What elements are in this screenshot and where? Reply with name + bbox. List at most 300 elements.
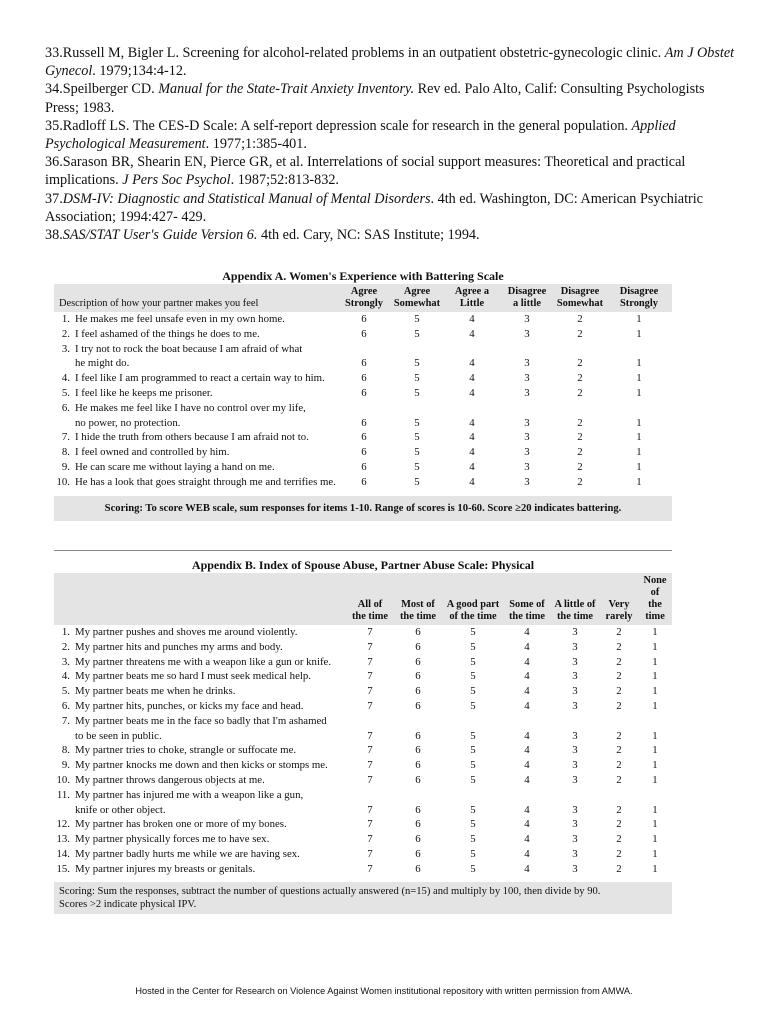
item-text xyxy=(54,430,338,445)
score-cell: 1 xyxy=(652,833,658,846)
score-cell: 5 xyxy=(414,416,420,429)
score-cell: 6 xyxy=(361,460,367,473)
column-header xyxy=(394,573,442,625)
column-header-line: Disagree xyxy=(560,286,600,297)
item-number: 1. xyxy=(61,626,70,638)
score-cell: 3 xyxy=(572,729,578,742)
score-cell: 1 xyxy=(652,655,658,668)
column-header-line: Agree a xyxy=(454,286,490,297)
item-first-line xyxy=(54,699,346,714)
score-cell: 3 xyxy=(572,847,578,860)
score-cell: 4 xyxy=(469,475,475,488)
reference-item xyxy=(45,117,735,153)
item-text xyxy=(54,640,346,655)
item-text xyxy=(54,386,338,401)
item-line: My partner has broken one or more of my bones. xyxy=(75,818,287,831)
column-header xyxy=(444,284,500,312)
reference-text: . 1987;52:813-832. xyxy=(230,172,339,189)
item-first-line xyxy=(54,386,338,401)
table-row xyxy=(54,788,672,818)
column-header-line: Agree xyxy=(350,286,378,297)
score-cell: 6 xyxy=(415,847,421,860)
score-cell: 6 xyxy=(415,640,421,653)
table-row xyxy=(54,714,672,744)
score-cell: 3 xyxy=(572,744,578,757)
column-header xyxy=(504,573,550,625)
item-line: He has a look that goes straight through me and terrifies me. xyxy=(75,475,336,488)
score-cell: 1 xyxy=(636,460,642,473)
score-cell: 7 xyxy=(367,626,373,638)
reference-item xyxy=(45,44,735,80)
score-cell: 6 xyxy=(361,446,367,459)
score-cell: 6 xyxy=(361,416,367,429)
score-cell: 6 xyxy=(415,862,421,875)
column-header-line: a little xyxy=(513,298,541,309)
item-text xyxy=(54,684,346,699)
score-cell: 1 xyxy=(636,327,642,340)
score-cell: 4 xyxy=(524,833,530,846)
item-number: 4. xyxy=(61,372,70,385)
item-line: My partner injures my breasts or genitals. xyxy=(75,862,256,875)
score-cell: 7 xyxy=(367,773,373,786)
column-header-description xyxy=(54,573,346,625)
table-row xyxy=(54,669,672,684)
score-cell: 5 xyxy=(470,803,476,816)
item-text xyxy=(54,832,346,847)
score-cell: 6 xyxy=(415,670,421,683)
score-cell: 2 xyxy=(616,862,622,875)
score-cell: 4 xyxy=(524,626,530,638)
score-cell: 2 xyxy=(577,446,583,459)
item-line: My partner has injured me with a weapon like a gun, xyxy=(75,788,304,801)
score-cell: 2 xyxy=(616,773,622,786)
score-cell: 7 xyxy=(367,655,373,668)
column-header-line: Somewhat xyxy=(393,298,441,309)
item-line: He makes me feel like I have no control over my life, xyxy=(75,401,306,414)
item-line: My partner badly hurts me while we are having sex. xyxy=(75,847,300,860)
item-line: My partner hits, punches, or kicks my face and head. xyxy=(75,699,304,712)
item-first-line xyxy=(54,312,338,327)
item-first-line xyxy=(54,832,346,847)
item-number: 11. xyxy=(56,788,70,801)
score-cell: 4 xyxy=(469,460,475,473)
item-line: My partner pushes and shoves me around violently. xyxy=(75,626,298,638)
table-row xyxy=(54,773,672,788)
column-header-line: of the time xyxy=(449,611,497,622)
score-cell: 5 xyxy=(414,431,420,444)
score-cell: 1 xyxy=(652,670,658,683)
score-cell: 2 xyxy=(577,431,583,444)
appendix-a-scoring: Scoring: To score WEB scale, sum responses for items 1-10. Range of scores is 10-60. Score ≥20 indicates battering. xyxy=(54,496,672,521)
score-cell: 4 xyxy=(524,640,530,653)
score-cell: 5 xyxy=(470,833,476,846)
column-header-line: Little xyxy=(459,298,485,309)
repository-footer: Hosted in the Center for Research on Violence Against Women institutional repository with written permission from AMWA. xyxy=(135,986,633,996)
score-cell: 7 xyxy=(367,862,373,875)
column-header-line: Most of xyxy=(401,599,435,610)
reference-item xyxy=(45,153,735,189)
score-cell: 6 xyxy=(415,699,421,712)
score-cell: 5 xyxy=(470,626,476,638)
score-cell: 1 xyxy=(636,372,642,385)
score-cell: 2 xyxy=(577,460,583,473)
item-line: My partner threatens me with a weapon like a gun or knife. xyxy=(75,655,332,668)
score-cell: 1 xyxy=(636,416,642,429)
reference-item xyxy=(45,226,735,244)
item-number: 10. xyxy=(56,773,70,786)
score-cell: 7 xyxy=(367,729,373,742)
item-number: 8. xyxy=(61,446,70,459)
score-cell: 2 xyxy=(616,803,622,816)
score-cell: 6 xyxy=(415,773,421,786)
item-number: 3. xyxy=(61,655,70,668)
score-cell: 5 xyxy=(414,446,420,459)
column-header xyxy=(554,284,606,312)
item-first-line xyxy=(54,669,346,684)
column-header-line: A little of xyxy=(554,599,596,610)
column-header-line: All of xyxy=(357,599,383,610)
table-row xyxy=(54,401,672,431)
item-text xyxy=(54,655,346,670)
reference-italic: SAS/STAT User's Guide Version 6. xyxy=(62,227,258,244)
score-cell: 4 xyxy=(524,685,530,698)
reference-italic: Am J Obstet Gynecol xyxy=(45,45,735,80)
score-cell: 2 xyxy=(577,372,583,385)
score-cell: 6 xyxy=(361,475,367,488)
column-header-line: the time xyxy=(556,611,594,622)
column-header-line: the time xyxy=(351,611,389,622)
score-cell: 6 xyxy=(415,818,421,831)
score-cell: 2 xyxy=(577,327,583,340)
score-cell: 2 xyxy=(616,626,622,638)
score-cell: 4 xyxy=(524,818,530,831)
item-line: I feel owned and controlled by him. xyxy=(75,446,230,459)
score-cell: 6 xyxy=(361,313,367,325)
item-number: 14. xyxy=(56,847,70,860)
score-cell: 1 xyxy=(652,803,658,816)
score-cell: 3 xyxy=(524,475,530,488)
score-cell: 1 xyxy=(636,386,642,399)
item-number: 9. xyxy=(61,759,70,772)
score-cell: 2 xyxy=(616,655,622,668)
score-cell: 6 xyxy=(415,759,421,772)
score-cell: 5 xyxy=(470,818,476,831)
column-header-line: None of xyxy=(643,575,667,598)
item-line: I feel ashamed of the things he does to me. xyxy=(75,327,260,340)
item-first-line xyxy=(54,817,346,832)
score-cell: 6 xyxy=(361,357,367,370)
table-row xyxy=(54,655,672,670)
score-cell: 4 xyxy=(469,431,475,444)
item-text xyxy=(54,862,346,877)
appendix-b-scoring xyxy=(54,882,672,914)
column-header xyxy=(346,573,394,625)
item-number: 10. xyxy=(56,475,70,488)
score-cell: 6 xyxy=(415,803,421,816)
item-text xyxy=(54,743,346,758)
item-first-line xyxy=(54,430,338,445)
appendix-a-table xyxy=(54,284,672,490)
table-row xyxy=(54,327,672,342)
item-text xyxy=(54,758,346,773)
reference-text: 4th ed. Cary, NC: SAS Institute; 1994. xyxy=(257,227,480,244)
score-cell: 3 xyxy=(524,460,530,473)
item-first-line xyxy=(54,773,346,788)
item-line: I feel like I am programmed to react a certain way to him. xyxy=(75,372,325,385)
score-cell: 5 xyxy=(470,699,476,712)
reference-text: 37. xyxy=(45,190,63,207)
score-cell: 1 xyxy=(652,685,658,698)
item-text xyxy=(54,371,338,386)
column-header xyxy=(606,284,672,312)
score-cell: 3 xyxy=(572,685,578,698)
item-number: 13. xyxy=(56,833,70,846)
column-header-line: Somewhat xyxy=(556,298,604,309)
column-header xyxy=(638,573,672,625)
score-cell: 2 xyxy=(577,416,583,429)
item-text xyxy=(54,773,346,788)
column-header-description: Description of how your partner makes you feel xyxy=(54,284,338,312)
score-cell: 7 xyxy=(367,833,373,846)
score-cell: 6 xyxy=(415,685,421,698)
column-header-line: Disagree xyxy=(619,286,659,297)
score-cell: 7 xyxy=(367,670,373,683)
column-header-line: rarely xyxy=(605,611,633,622)
score-cell: 5 xyxy=(470,655,476,668)
score-cell: 6 xyxy=(415,655,421,668)
item-first-line xyxy=(54,847,346,862)
item-number: 3. xyxy=(61,342,70,355)
score-cell: 2 xyxy=(616,759,622,772)
score-cell: 3 xyxy=(572,640,578,653)
column-header-line: Some of xyxy=(509,599,545,610)
item-text xyxy=(54,788,346,818)
item-first-line xyxy=(54,327,338,342)
score-cell: 6 xyxy=(361,372,367,385)
item-number: 2. xyxy=(61,327,70,340)
score-cell: 7 xyxy=(367,803,373,816)
item-first-line xyxy=(54,460,338,475)
item-text xyxy=(54,699,346,714)
score-cell: 3 xyxy=(572,759,578,772)
reference-text: . 1977;1:385-401. xyxy=(205,136,307,153)
score-cell: 1 xyxy=(652,862,658,875)
item-number: 6. xyxy=(61,401,70,414)
score-cell: 4 xyxy=(524,862,530,875)
item-line: knife or other object. xyxy=(75,803,166,816)
score-cell: 5 xyxy=(414,460,420,473)
score-cell: 1 xyxy=(652,818,658,831)
item-number: 15. xyxy=(56,862,70,875)
item-line: My partner beats me in the face so badly that I'm ashamed xyxy=(75,714,327,727)
score-cell: 5 xyxy=(470,640,476,653)
reference-text: . 4th ed. Washington, DC: American Psychiatric Association; 1994:427- 429. xyxy=(45,190,703,225)
column-header-line: the time xyxy=(645,599,665,622)
item-text xyxy=(54,847,346,862)
reference-text: . 1979;134:4-12. xyxy=(92,63,187,80)
item-number: 5. xyxy=(61,386,70,399)
score-cell: 1 xyxy=(652,744,658,757)
score-cell: 5 xyxy=(470,847,476,860)
item-text xyxy=(54,714,346,744)
score-cell: 7 xyxy=(367,685,373,698)
item-first-line xyxy=(54,640,346,655)
item-line: My partner physically forces me to have sex. xyxy=(75,833,270,846)
reference-text: 38. xyxy=(45,227,63,244)
score-cell: 7 xyxy=(367,744,373,757)
reference-text: Rev ed. Palo Alto, Calif: Consulting Psychologists Press; 1983. xyxy=(45,81,705,116)
reference-item xyxy=(45,190,735,226)
score-cell: 1 xyxy=(652,847,658,860)
score-cell: 5 xyxy=(470,685,476,698)
score-cell: 3 xyxy=(524,446,530,459)
score-cell: 3 xyxy=(524,327,530,340)
item-first-line xyxy=(54,371,338,386)
score-cell: 2 xyxy=(616,685,622,698)
reference-text: 34.Speilberger CD. xyxy=(45,81,159,98)
column-header-line: Disagree xyxy=(507,286,547,297)
score-cell: 5 xyxy=(414,313,420,325)
item-line: My partner beats me so hard I must seek medical help. xyxy=(75,670,311,683)
score-cell: 4 xyxy=(524,670,530,683)
score-cell: 7 xyxy=(367,818,373,831)
item-first-line xyxy=(54,445,338,460)
item-first-line xyxy=(54,475,338,490)
score-cell: 3 xyxy=(572,818,578,831)
item-number: 12. xyxy=(56,818,70,831)
item-first-line xyxy=(54,788,346,803)
score-cell: 7 xyxy=(367,699,373,712)
item-first-line xyxy=(54,401,338,416)
appendix-b-scoring-line: Scores >2 indicate physical IPV. xyxy=(59,898,197,910)
score-cell: 2 xyxy=(577,475,583,488)
appendix-b-scoring-line: Scoring: Sum the responses, subtract the number of questions actually answered (n=15) and multiply by 100, then divide by 90. xyxy=(59,885,601,897)
score-cell: 2 xyxy=(616,640,622,653)
item-number: 1. xyxy=(61,313,70,325)
table-row xyxy=(54,640,672,655)
score-cell: 2 xyxy=(616,670,622,683)
score-cell: 3 xyxy=(572,773,578,786)
section-divider xyxy=(54,550,672,551)
table-row xyxy=(54,684,672,699)
item-line: I try not to rock the boat because I am afraid of what xyxy=(75,342,303,355)
score-cell: 3 xyxy=(572,655,578,668)
score-cell: 3 xyxy=(524,416,530,429)
reference-list xyxy=(45,44,735,244)
score-cell: 7 xyxy=(367,640,373,653)
item-first-line xyxy=(54,625,346,640)
item-text xyxy=(54,625,346,640)
score-cell: 6 xyxy=(415,729,421,742)
column-header xyxy=(338,284,390,312)
table-row xyxy=(54,371,672,386)
score-cell: 4 xyxy=(524,729,530,742)
score-cell: 3 xyxy=(572,833,578,846)
item-text xyxy=(54,312,338,327)
item-first-line xyxy=(54,655,346,670)
column-header xyxy=(442,573,504,625)
item-line: no power, no protection. xyxy=(75,416,181,429)
score-cell: 4 xyxy=(469,372,475,385)
score-cell: 3 xyxy=(572,803,578,816)
item-number: 7. xyxy=(61,714,70,727)
reference-italic: DSM-IV: Diagnostic and Statistical Manual of Mental Disorders xyxy=(62,190,431,207)
column-header-line: A good part xyxy=(446,599,500,610)
score-cell: 5 xyxy=(414,475,420,488)
score-cell: 3 xyxy=(572,862,578,875)
item-number: 8. xyxy=(61,744,70,757)
score-cell: 5 xyxy=(414,372,420,385)
column-header xyxy=(500,284,554,312)
reference-item xyxy=(45,80,735,116)
table-row xyxy=(54,699,672,714)
score-cell: 4 xyxy=(469,327,475,340)
score-cell: 2 xyxy=(577,313,583,325)
score-cell: 7 xyxy=(367,847,373,860)
column-header xyxy=(550,573,600,625)
score-cell: 1 xyxy=(652,699,658,712)
item-line: to be seen in public. xyxy=(75,729,162,742)
item-text xyxy=(54,327,338,342)
score-cell: 4 xyxy=(469,416,475,429)
item-line: My partner tries to choke, strangle or suffocate me. xyxy=(75,744,297,757)
item-number: 6. xyxy=(61,699,70,712)
item-first-line xyxy=(54,743,346,758)
score-cell: 5 xyxy=(470,670,476,683)
score-cell: 3 xyxy=(572,699,578,712)
score-cell: 6 xyxy=(361,327,367,340)
appendix-b-table xyxy=(54,573,672,877)
score-cell: 4 xyxy=(524,847,530,860)
score-cell: 5 xyxy=(414,386,420,399)
table-row xyxy=(54,817,672,832)
score-cell: 5 xyxy=(470,773,476,786)
item-number: 5. xyxy=(61,685,70,698)
score-cell: 4 xyxy=(524,759,530,772)
table-row xyxy=(54,475,672,490)
item-line: He can scare me without laying a hand on me. xyxy=(75,460,275,473)
score-cell: 5 xyxy=(470,729,476,742)
item-number: 4. xyxy=(61,670,70,683)
item-line: I feel like he keeps me prisoner. xyxy=(75,386,213,399)
column-header-line: Very xyxy=(608,599,630,610)
score-cell: 5 xyxy=(470,744,476,757)
score-cell: 3 xyxy=(524,357,530,370)
reference-italic: Applied Psychological Measurement xyxy=(45,117,676,153)
score-cell: 2 xyxy=(577,357,583,370)
item-line: he might do. xyxy=(75,357,130,370)
score-cell: 3 xyxy=(524,431,530,444)
item-line: My partner throws dangerous objects at me. xyxy=(75,773,265,786)
appendix-a-title: Appendix A. Women's Experience with Battering Scale xyxy=(222,269,504,283)
table-row xyxy=(54,862,672,877)
score-cell: 5 xyxy=(414,357,420,370)
item-text xyxy=(54,445,338,460)
score-cell: 4 xyxy=(469,357,475,370)
item-first-line xyxy=(54,684,346,699)
table-row xyxy=(54,847,672,862)
score-cell: 2 xyxy=(577,386,583,399)
score-cell: 3 xyxy=(524,386,530,399)
item-line: My partner hits and punches my arms and body. xyxy=(75,640,283,653)
score-cell: 3 xyxy=(572,670,578,683)
score-cell: 1 xyxy=(652,773,658,786)
score-cell: 2 xyxy=(616,729,622,742)
item-line: I hide the truth from others because I am afraid not to. xyxy=(75,431,309,444)
score-cell: 1 xyxy=(652,626,658,638)
score-cell: 6 xyxy=(361,431,367,444)
item-first-line xyxy=(54,714,346,729)
